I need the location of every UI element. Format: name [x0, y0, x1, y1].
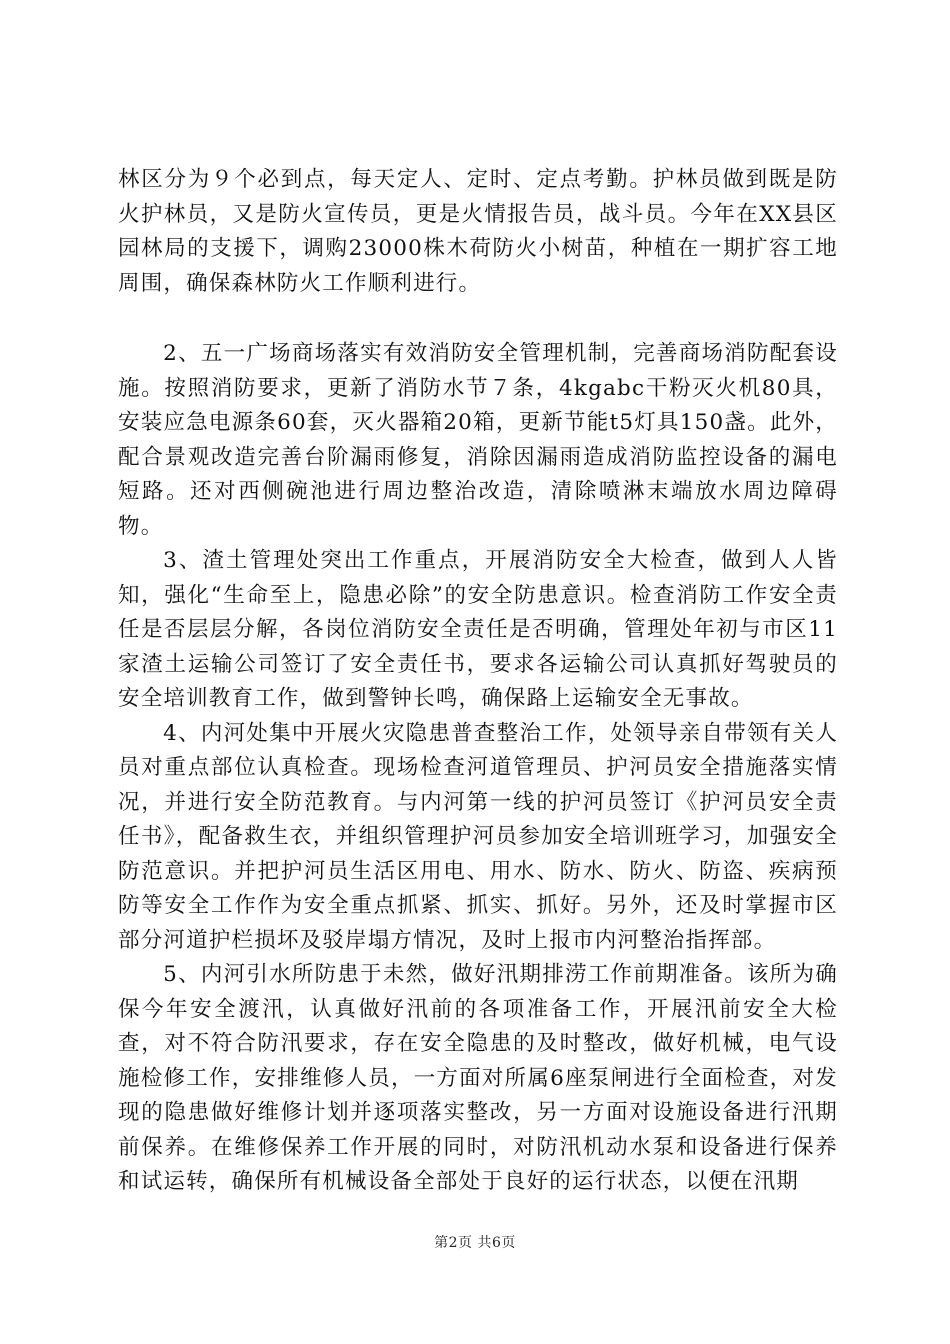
paragraph-muck-management: 3、渣土管理处突出工作重点，开展消防安全大检查，做到人人皆知，强化“生命至上，隐患必除”的安全防患意识。检查消防工作安全责任是否层层分解，各岗位消防安全责任是否明确，管理处年初与市区11家渣土运输公司签订了安全责任书，要求各运输公司认真抓好驾驶员的安全培训教育工作，做到警钟长鸣，确保路上运输安全无事故。 — [118, 548, 838, 711]
paragraph-inland-river-office: 4、内河处集中开展火灾隐患普查整治工作，处领导亲自带领有关人员对重点部位认真检查。现场检查河道管理员、护河员安全措施落实情况，并进行安全防范教育。与内河第一线的护河员签订《护河员安全责任书》，配备救生衣，并组织管理护河员参加安全培训班学习，加强安全防范意识。并把护河员生活区用电、用水、防水、防火、防盗、疾病预防等安全工作作为安全重点抓紧、抓实、抓好。另外，还及时掌握市区部分河道护栏损坏及驳岸塌方情况，及时上报市内河整治指挥部。 — [118, 720, 838, 953]
paragraph-wuyi-square-mall: 2、五一广场商场落实有效消防安全管理机制，完善商场消防配套设施。按照消防要求，更新了消防水节７条，4kgabc干粉灭火机80具，安装应急电源条60套，灭火器箱20箱，更新节能t5灯具150盏。此外，配合景观改造完善台阶漏雨修复，消除因漏雨造成消防监控设备的漏电短路。还对西侧碗池进行周边整治改造，清除喷淋末端放水周边障碍物。 — [118, 341, 838, 539]
document-body — [118, 163, 838, 1200]
paragraph-water-diversion-station: 5、内河引水所防患于未然，做好汛期排涝工作前期准备。该所为确保今年安全渡汛，认真做好汛前的各项准备工作，开展汛前安全大检查，对不符合防汛要求，存在安全隐患的及时整改，做好机械，电气设施检修工作，安排维修人员，一方面对所属6座泵闸进行全面检查，对发现的隐患做好维修计划并逐项落实整改，另一方面对设施设备进行汛期前保养。在维修保养工作开展的同时，对防汛机动水泵和设备进行保养和试运转，确保所有机械设备全部处于良好的运行状态，以便在汛期 — [118, 962, 838, 1194]
paragraph-forest-fire-prevention: 林区分为９个必到点，每天定人、定时、定点考勤。护林员做到既是防火护林员，又是防火宣传员，更是火情报告员，战斗员。今年在XX县区园林局的支援下，调购23000株木荷防火小树苗，种植在一期扩容工地周围，确保森林防火工作顺利进行。 — [118, 167, 838, 296]
page-number-footer: 第2页 共6页 — [434, 1235, 516, 1251]
